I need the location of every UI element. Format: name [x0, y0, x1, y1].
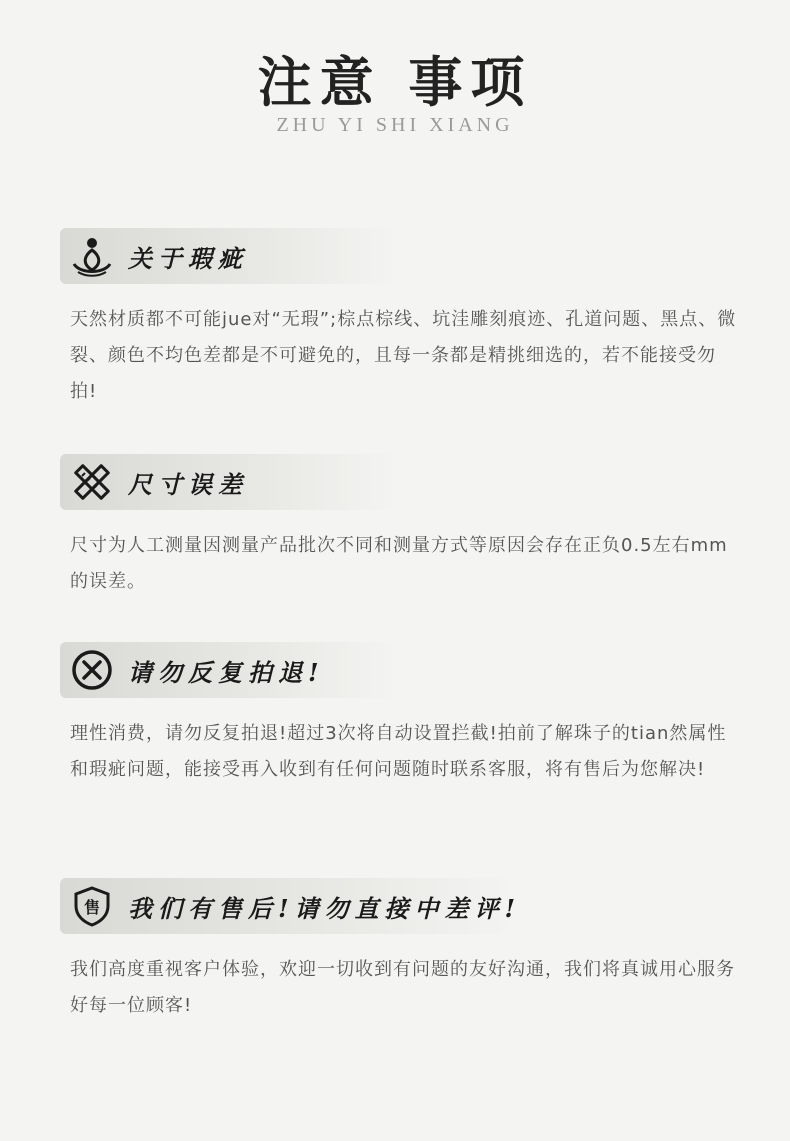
shield-glyph: 售 — [83, 898, 101, 917]
section-title: 请勿反复拍退! — [128, 657, 325, 687]
section-title: 尺寸误差 — [128, 469, 248, 499]
page-subtitle: ZHU YI SHI XIANG — [276, 114, 514, 136]
x-circle-icon — [70, 648, 114, 692]
section-header — [60, 454, 400, 510]
section-no-returns — [60, 642, 740, 788]
section-header — [60, 642, 400, 698]
section-after-sales — [60, 878, 740, 1024]
section-title: 关于瑕疵 — [128, 243, 248, 273]
page-title: 注意 事项 — [257, 50, 533, 114]
shield-icon — [70, 884, 114, 928]
section-text: 天然材质都不可能jue对“无瑕”;棕点棕线、坑洼雕刻痕迹、孔道问题、黑点、微裂、颜色不均色差都是不可避免的，且每一条都是精挑细选的，若不能接受勿拍! — [70, 309, 737, 402]
section-flaws — [60, 228, 740, 410]
section-title: 我们有售后!请勿直接中差评! — [128, 893, 522, 923]
section-text: 理性消费，请勿反复拍退!超过3次将自动设置拦截!拍前了解珠子的tian然属性和瑕疵问题，能接受再入收到有任何问题随时联系客服，将有售后为您解决! — [70, 723, 727, 780]
section-text: 我们高度重视客户体验，欢迎一切收到有问题的友好沟通，我们将真诚用心服务好每一位顾客! — [70, 959, 735, 1016]
lotus-icon — [70, 234, 114, 278]
ruler-pencil-icon — [70, 460, 114, 504]
section-text: 尺寸为人工测量因测量产品批次不同和测量方式等原因会存在正负0.5左右mm的误差。 — [70, 535, 728, 592]
section-header — [60, 228, 400, 284]
section-size-error — [60, 454, 740, 600]
section-header — [60, 878, 520, 934]
